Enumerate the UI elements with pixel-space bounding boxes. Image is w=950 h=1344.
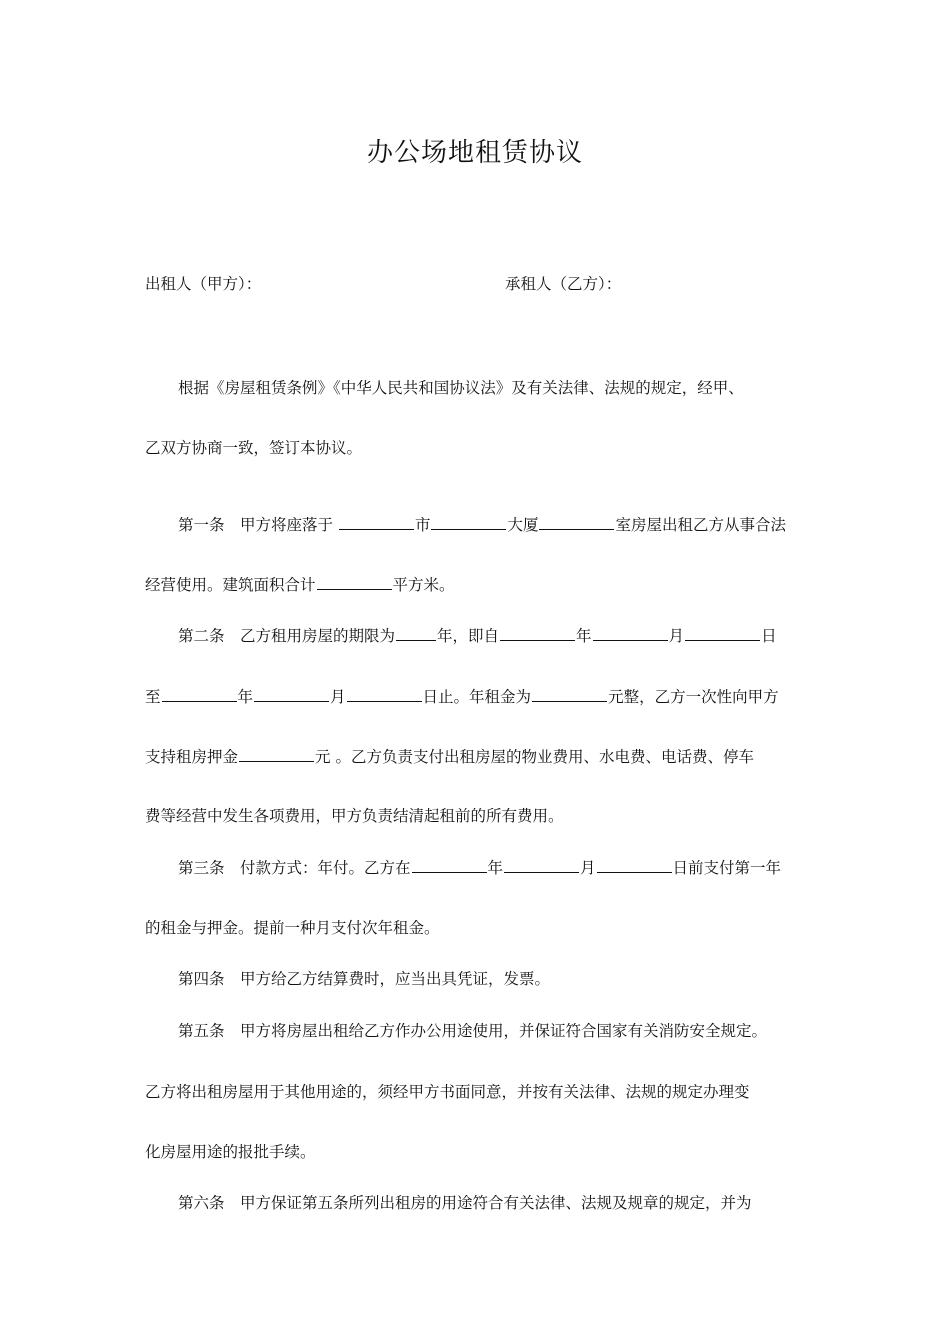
article-2-text-d: 月 [668, 627, 685, 645]
article-1-line-2 [145, 574, 455, 596]
article-3-line-2: 的租金与押金。提前一种月支付次年租金。 [145, 919, 440, 937]
article-2-text-a: 第二条 乙方租用房屋的期限为 [178, 627, 396, 645]
article-3-line-1 [178, 857, 781, 879]
blank-end-month [254, 687, 329, 702]
blank-building [431, 515, 506, 530]
article-4-line-1: 第四条 甲方给乙方结算费时，应当出具凭证，发票。 [178, 970, 551, 988]
article-6-line-1: 第六条 甲方保证第五条所列出租房的用途符合有关法律、法规及规章的规定，并为 [178, 1194, 752, 1212]
article-2-line-4: 费等经营中发生各项费用，甲方负责结清起租前的所有费用。 [145, 807, 564, 825]
blank-start-day [685, 626, 760, 641]
article-3-text-d: 日前支付第一年 [672, 859, 782, 877]
blank-start-month [593, 626, 668, 641]
blank-deposit [239, 747, 314, 762]
blank-annual-rent [532, 687, 607, 702]
article-2-text-e: 日 [761, 627, 777, 645]
article-2-text-c: 年 [576, 627, 592, 645]
article-2-text-j: 元整，乙方一次性向甲方 [608, 688, 779, 706]
article-2-line-2 [145, 686, 779, 708]
preamble-line-2: 乙双方协商一致，签订本协议。 [145, 439, 363, 457]
article-2-text-g: 年 [237, 688, 254, 706]
article-2-text-b: 年，即自 [437, 627, 500, 645]
article-2-text-l: 元 。乙方负责支付出租房屋的物业费用、水电费、电话费、停车 [315, 748, 754, 766]
blank-end-day [347, 687, 422, 702]
blank-end-year [162, 687, 237, 702]
article-5-line-1: 第五条 甲方将房屋出租给乙方作办公用途使用，并保证符合国家有关消防安全规定。 [178, 1022, 768, 1040]
blank-room [539, 515, 614, 530]
document-title: 办公场地租赁协议 [366, 138, 583, 168]
blank-pay-year [412, 858, 487, 873]
blank-term-years [396, 626, 436, 641]
article-1-text-a: 第一条 甲方将座落于 [178, 516, 338, 534]
blank-area [317, 575, 392, 590]
article-5-line-3: 化房屋用途的报批手续。 [145, 1143, 316, 1161]
article-1-text-f: 平方米。 [392, 576, 455, 594]
article-2-text-i: 日止。年租金为 [422, 688, 532, 706]
article-3-text-c: 月 [580, 859, 596, 877]
article-1-text-e: 经营使用。建筑面积合计 [145, 576, 316, 594]
article-2-line-3 [145, 746, 754, 768]
preamble-line-1: 根据《房屋租赁条例》《中华人民共和国协议法》及有关法律、法规的规定，经甲、 [178, 379, 744, 397]
article-2-text-k: 支持租房押金 [145, 748, 239, 766]
article-1-text-c: 大厦 [507, 516, 539, 534]
article-5-line-2: 乙方将出租房屋用于其他用途的，须经甲方书面同意，并按有关法律、法规的规定办理变 [145, 1083, 750, 1101]
article-1-text-b: 市 [414, 516, 431, 534]
blank-city [339, 515, 414, 530]
article-3-text-b: 年 [487, 859, 504, 877]
article-2-text-f: 至 [145, 688, 161, 706]
article-3-text-a: 第三条 付款方式：年付。乙方在 [178, 859, 411, 877]
lessee-label: 承租人（乙方）： [505, 275, 622, 293]
article-1-line-1 [178, 514, 786, 536]
lessor-label: 出租人（甲方）： [145, 275, 262, 293]
article-1-text-d: 室房屋出租乙方从事合法 [615, 516, 786, 534]
article-2-line-1 [178, 625, 777, 647]
blank-pay-month [504, 858, 579, 873]
blank-pay-day [597, 858, 672, 873]
blank-start-year [500, 626, 575, 641]
article-2-text-h: 月 [330, 688, 346, 706]
